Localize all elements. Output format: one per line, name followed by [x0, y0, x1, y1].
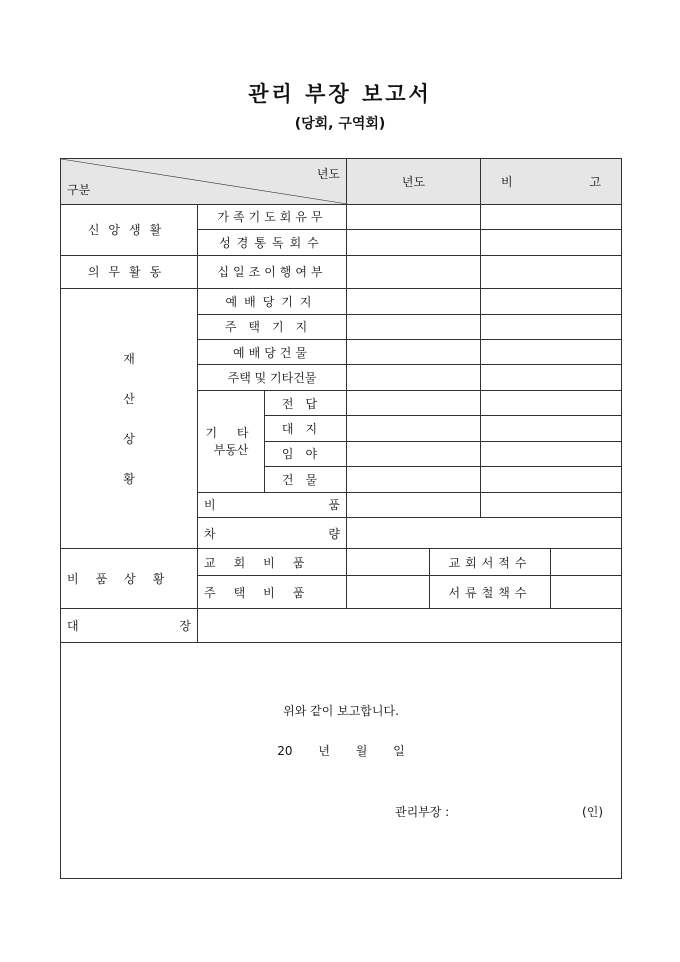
forest-remark-cell [481, 441, 622, 466]
farmland-remark-cell [481, 390, 622, 415]
document-files-value-cell [551, 575, 622, 609]
footer-row [61, 642, 622, 878]
remarks-header [481, 159, 622, 205]
farmland-label: 전답 [265, 390, 347, 415]
house-other-building-year-cell [347, 365, 481, 390]
other-real-estate-line-2: 부동산 [213, 443, 249, 458]
house-site-year-cell [347, 314, 481, 339]
report-table [60, 158, 622, 879]
year-corner-label: 년도 [316, 167, 341, 181]
table-row [61, 255, 622, 289]
ledger-value-cell [198, 609, 622, 643]
remarks-header-char-2: 고 [589, 174, 602, 189]
equipment-remark-cell [481, 492, 622, 517]
property-label-char-2: 산 [123, 391, 135, 406]
forest-year-cell [347, 441, 481, 466]
chapel-site-remark-cell [481, 289, 622, 314]
house-site-remark-cell [481, 314, 622, 339]
lot-label: 대지 [265, 416, 347, 441]
duty-activity-label: 의무활동 [61, 255, 198, 289]
report-confirmation-text: 위와 같이 보고합니다. [283, 703, 399, 718]
chapel-building-year-cell [347, 339, 481, 364]
remarks-header-char-1: 비 [501, 174, 513, 189]
category-year-corner-cell [61, 159, 347, 205]
page-title: 관리 부장 보고서 [248, 81, 432, 106]
ledger-label [61, 609, 198, 643]
ledger-label-char-2: 장 [179, 619, 191, 634]
bible-reading-year-cell [347, 230, 481, 255]
chapel-site-year-cell [347, 289, 481, 314]
tithe-label: 십일조이행여부 [198, 255, 347, 289]
house-equipment-label: 주택비품 [198, 575, 347, 609]
farmland-year-cell [347, 390, 481, 415]
property-label-char-4: 황 [123, 471, 135, 486]
building-year-cell [347, 467, 481, 492]
faith-life-label: 신앙생활 [61, 204, 198, 255]
lot-remark-cell [481, 416, 622, 441]
family-prayer-label: 가족기도회유무 [198, 204, 347, 229]
manager-signature-label: 관리부장 : [395, 804, 450, 819]
page-subtitle: (당회, 구역회) [294, 116, 386, 132]
lot-year-cell [347, 416, 481, 441]
other-real-estate-line-1: 기 타 [205, 426, 257, 441]
chapel-building-label: 예배당건물 [198, 339, 347, 364]
house-other-building-remark-cell [481, 365, 622, 390]
equipment-label [198, 492, 347, 517]
vehicle-label-char-1: 차 [204, 526, 216, 541]
tithe-year-cell [347, 255, 481, 289]
bible-reading-label: 성경통독회수 [198, 230, 347, 255]
table-row [61, 549, 622, 575]
chapel-site-label: 예배당기지 [198, 289, 347, 314]
family-prayer-year-cell [347, 204, 481, 229]
vehicle-label-char-2: 량 [328, 526, 341, 541]
property-label-char-3: 상 [123, 431, 135, 446]
ledger-label-char-1: 대 [67, 619, 79, 634]
chapel-building-remark-cell [481, 339, 622, 364]
equipment-year-cell [347, 492, 481, 517]
house-other-building-label: 주택 및 기타건물 [198, 365, 347, 390]
table-row [61, 289, 622, 314]
building-label: 건물 [265, 467, 347, 492]
vehicle-label [198, 517, 347, 549]
house-site-label: 주택기지 [198, 314, 347, 339]
church-equipment-label: 교회비품 [198, 549, 347, 575]
family-prayer-remark-cell [481, 204, 622, 229]
property-status-label [61, 289, 198, 549]
building-remark-cell [481, 467, 622, 492]
house-equipment-value-cell [347, 575, 430, 609]
church-books-label: 교회서적수 [430, 549, 551, 575]
table-row [61, 609, 622, 643]
table-header-row [61, 159, 622, 205]
church-equipment-value-cell [347, 549, 430, 575]
bible-reading-remark-cell [481, 230, 622, 255]
supplies-status-label: 비품상황 [61, 549, 198, 609]
tithe-remark-cell [481, 255, 622, 289]
signature-area [61, 642, 622, 878]
category-corner-label: 구분 [67, 182, 91, 197]
equipment-label-char-2: 품 [328, 498, 341, 513]
other-real-estate-label [198, 390, 265, 492]
church-books-value-cell [551, 549, 622, 575]
diagonal-line [61, 159, 346, 204]
year-header: 년도 [347, 159, 481, 205]
equipment-label-char-1: 비 [204, 498, 216, 513]
vehicle-value-cell [347, 517, 622, 549]
seal-label: (인) [582, 804, 604, 819]
document-files-label: 서류철책수 [430, 575, 551, 609]
report-date-line: 20 년 월 일 [277, 743, 405, 758]
property-label-char-1: 재 [123, 351, 135, 366]
forest-label: 임야 [265, 441, 347, 466]
table-row [61, 204, 622, 229]
